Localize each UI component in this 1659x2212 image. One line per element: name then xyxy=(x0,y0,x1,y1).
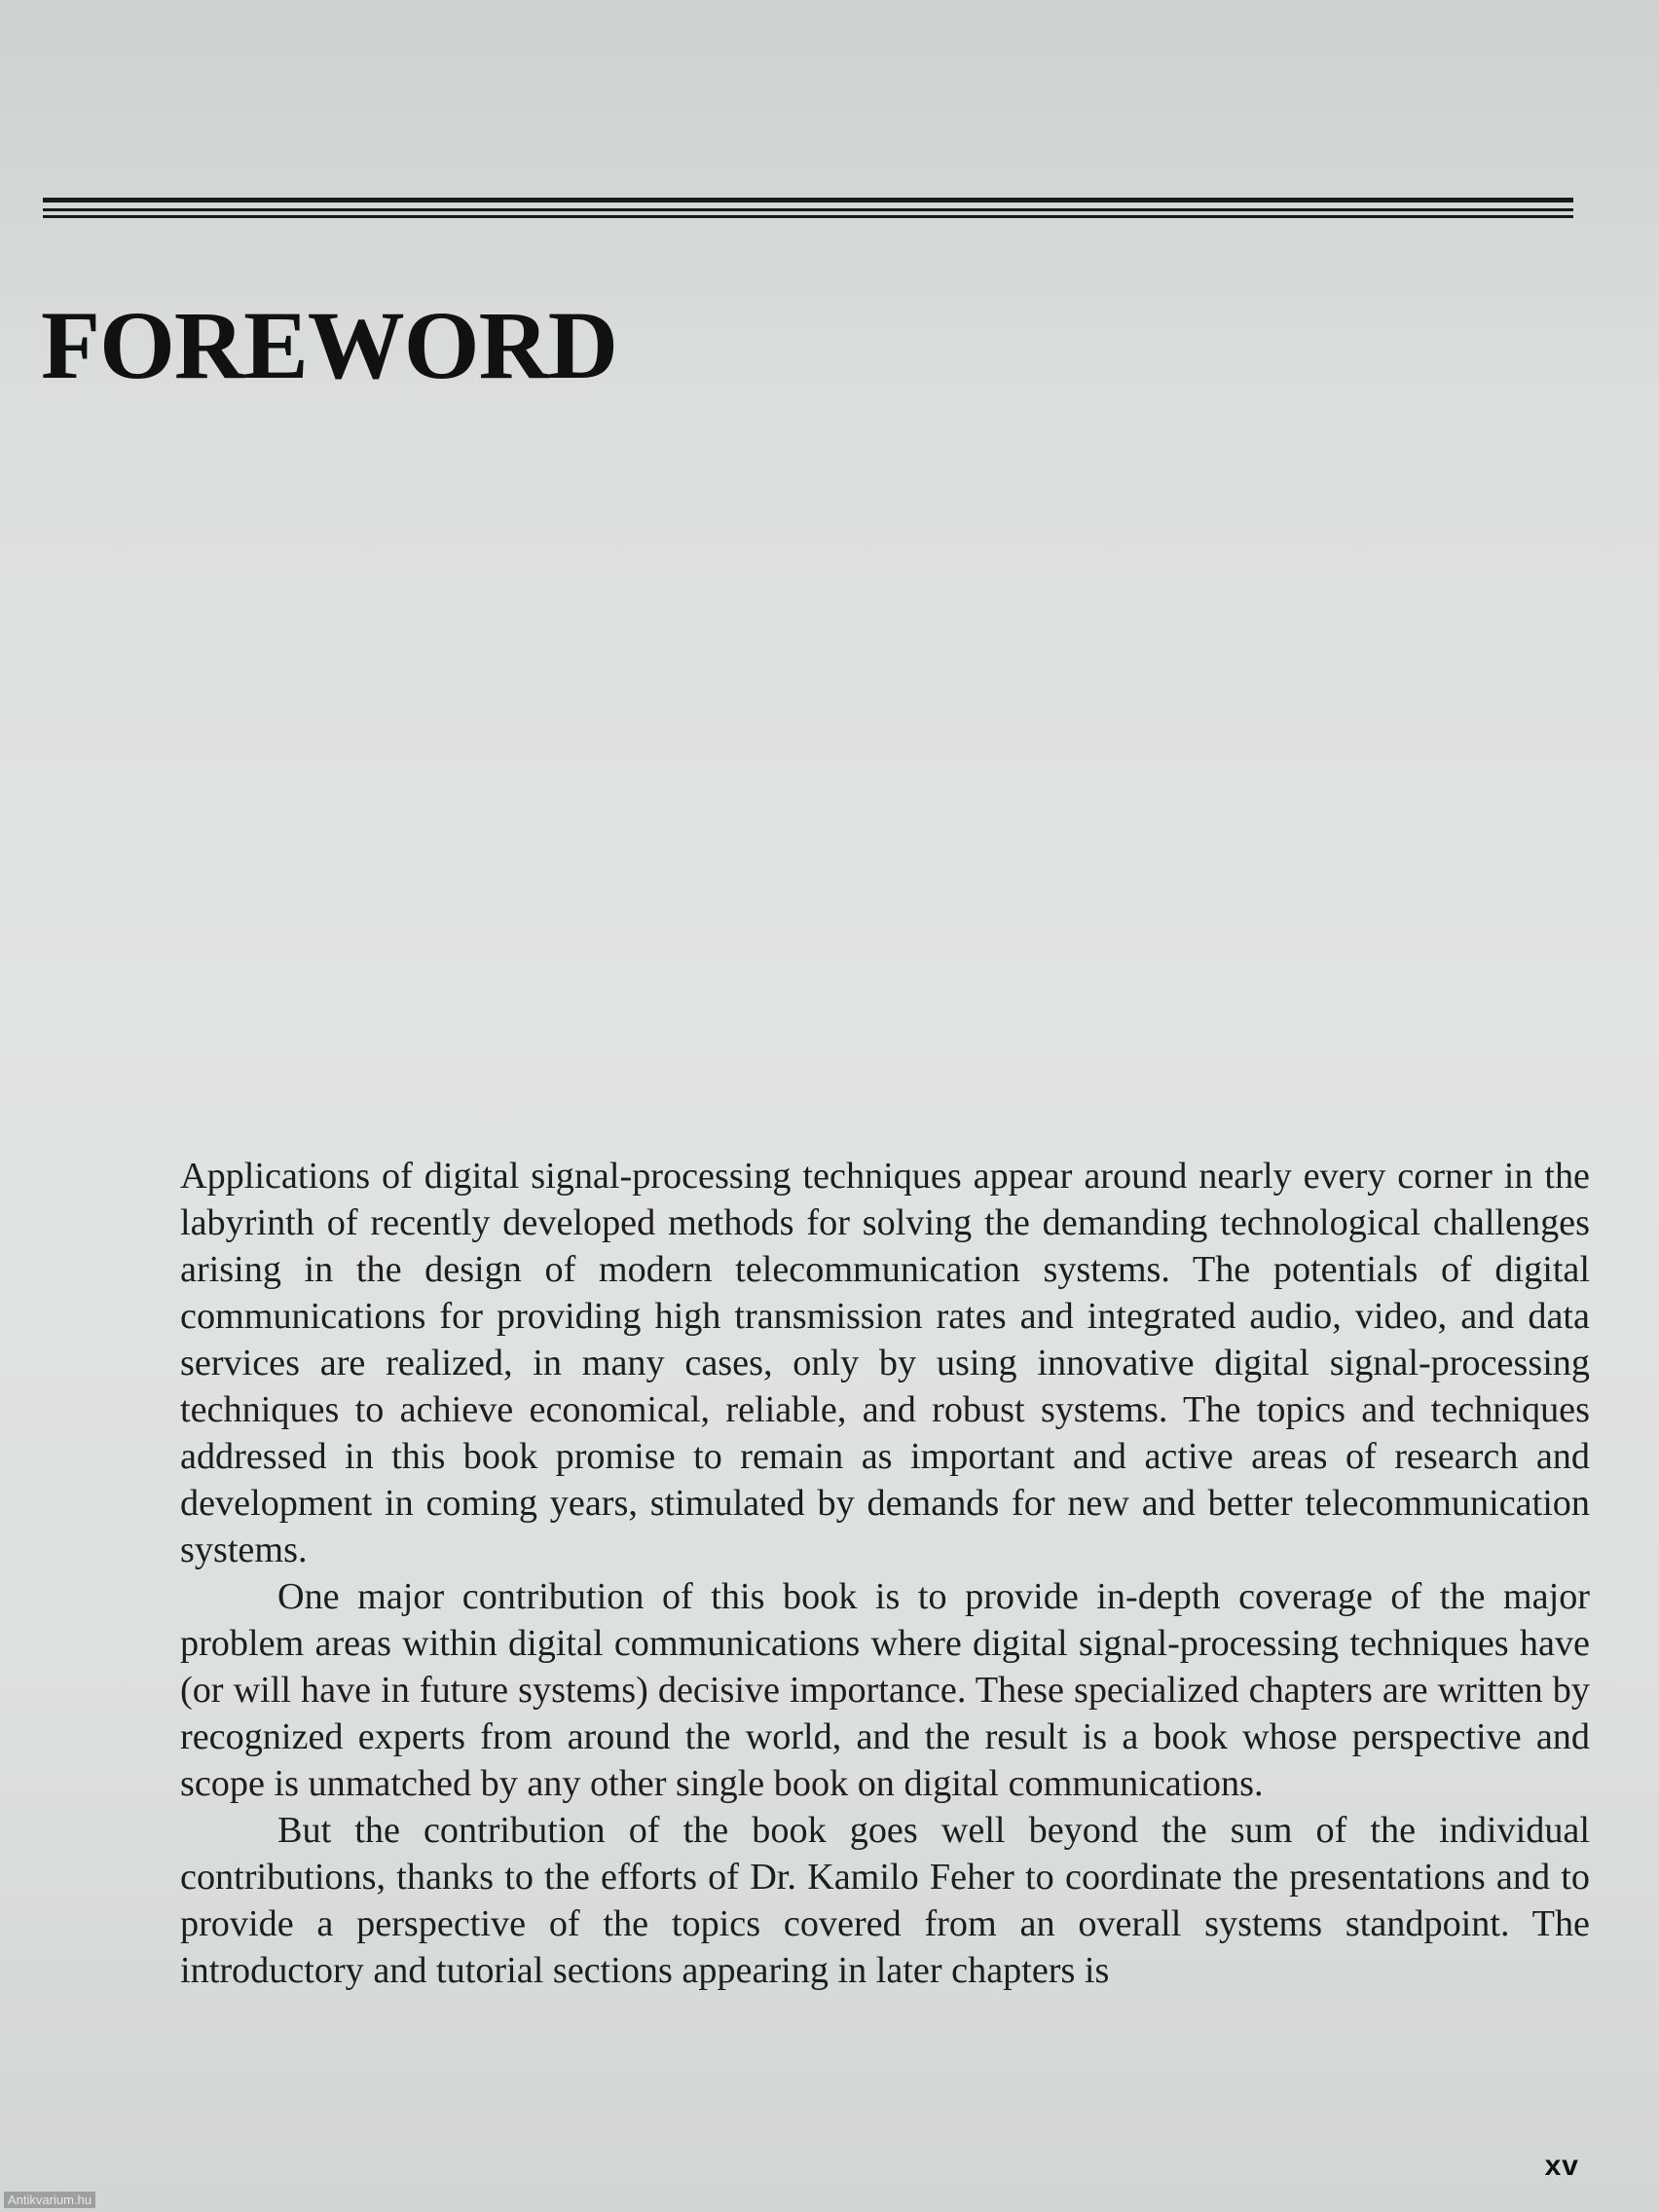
foreword-body xyxy=(180,1153,1590,1994)
header-rule-thin xyxy=(43,208,1573,211)
paragraph: One major contribution of this book is to provide in-depth coverage of the major problem areas within digital communications where digital signal-processing techniques have (or will have in future systems) decisive importance. These specialized chapters are written by recognized experts from around the world, and the result is a book whose perspective and scope is unmatched by any other single book on digital communications. xyxy=(180,1576,1590,1804)
header-rule-thin xyxy=(43,215,1573,218)
header-rule-thick xyxy=(43,198,1573,203)
paragraph: But the contribution of the book goes well beyond the sum of the individual contributions, thanks to the efforts of Dr. Kamilo Feher to coordinate the presentations and to provide a perspective of the topics covered from an overall systems standpoint. The introductory and tutorial sections appearing in later chapters is xyxy=(180,1810,1590,1991)
watermark: Antikvarium.hu xyxy=(4,2192,95,2208)
paragraph: Applications of digital signal-processing techniques appear around nearly every corner in the labyrinth of recently developed methods for solving the demanding technological challenges arising in the design of modern telecommunication systems. The potentials of digital communications for providing high transmission rates and integrated audio, video, and data services are realized, in many cases, only by using innovative digital signal-processing techniques to achieve economical, reliable, and robust systems. The topics and techniques addressed in this book promise to remain as important and active areas of research and development in coming years, stimulated by demands for new and better telecommunication systems. xyxy=(180,1156,1590,1570)
page-number: xv xyxy=(1544,2150,1579,2182)
page-title: FOREWORD xyxy=(41,291,617,399)
